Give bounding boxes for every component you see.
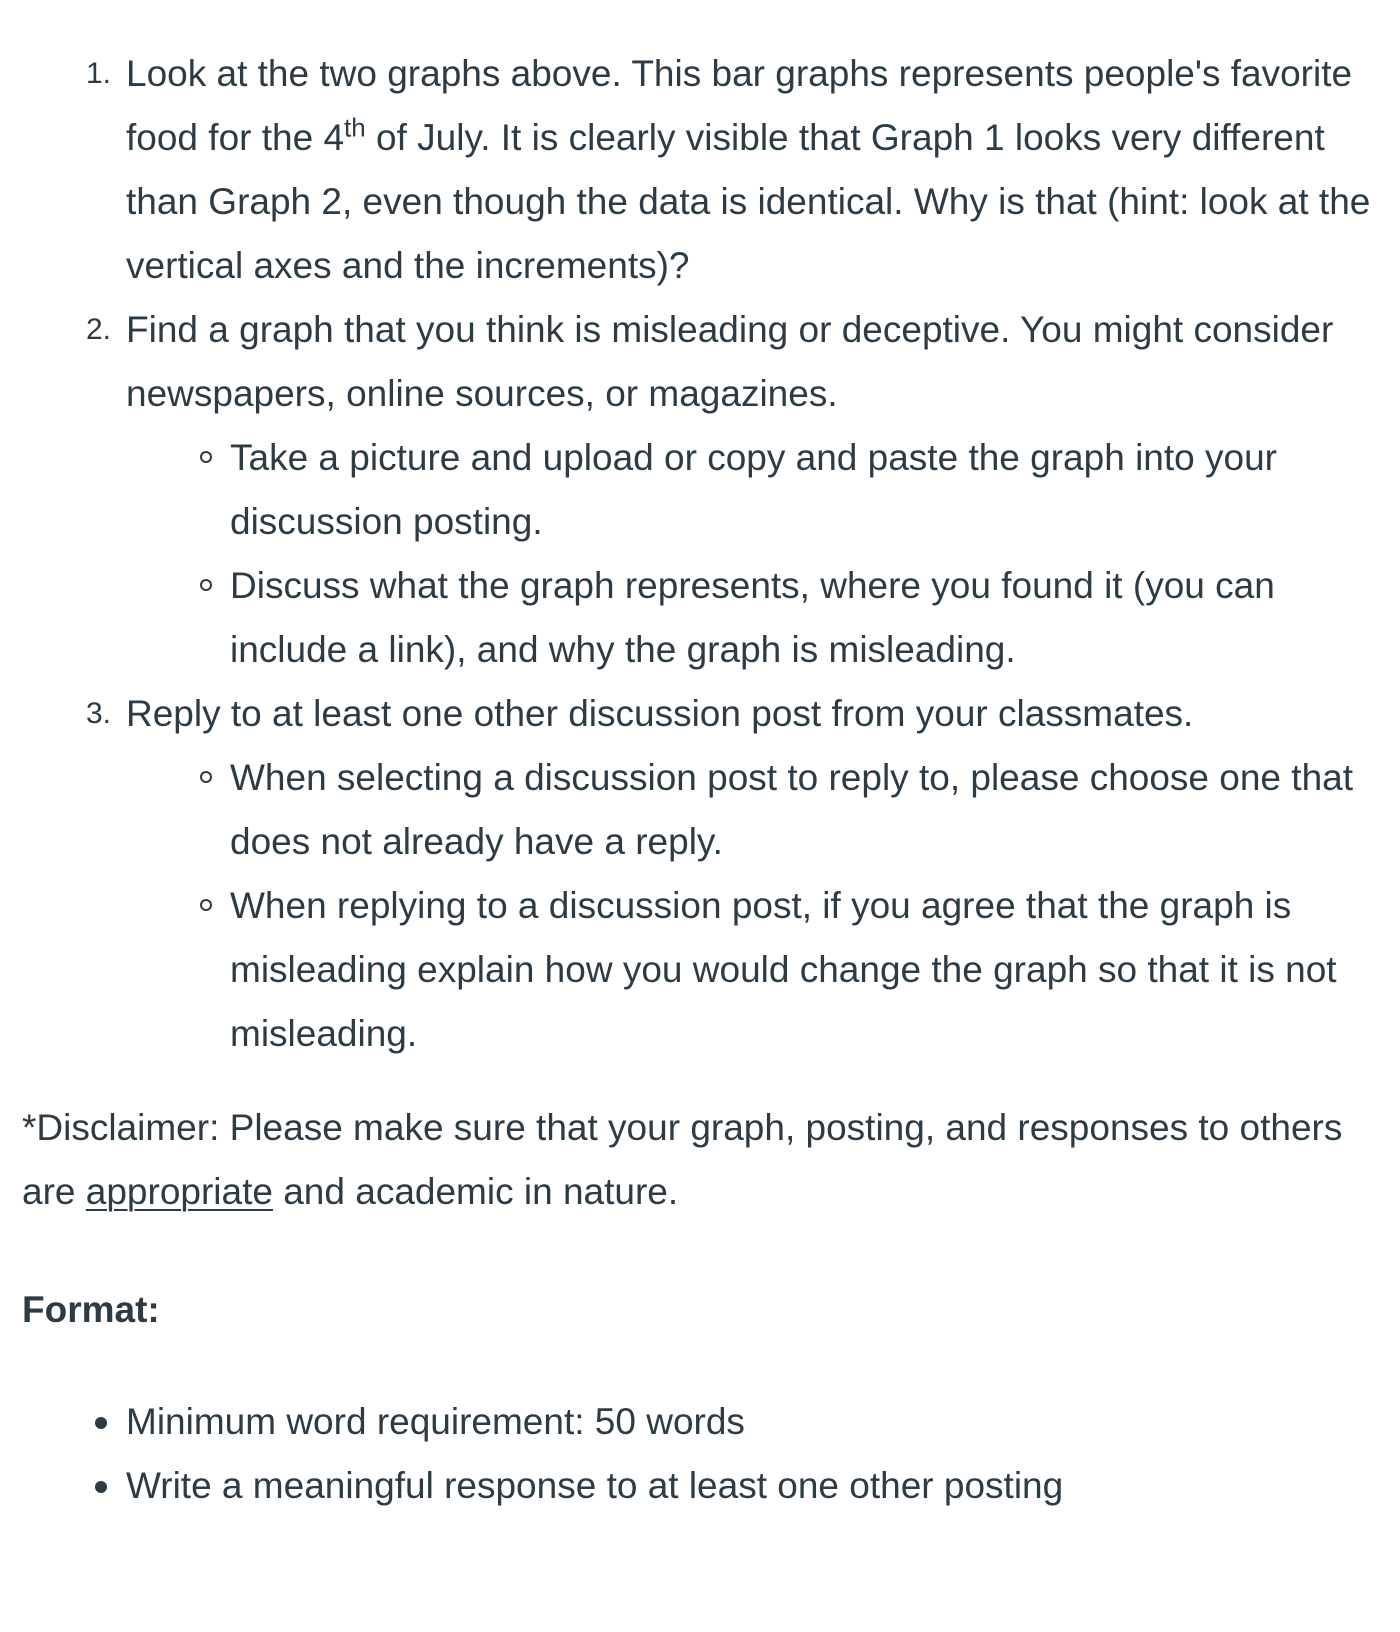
sub-list-item	[230, 746, 1392, 874]
format-list	[22, 1390, 1392, 1518]
sub-list-item	[230, 874, 1392, 1066]
disclaimer-text: *Disclaimer: Please make sure that your graph, posting, and responses to others are	[22, 1107, 1343, 1212]
question-text-continued: of July. It is clearly visible that Graph 1 looks very different than Graph 2, even though the data is identical. Why is that (hint: look at the vertical axes and the increments)?	[126, 117, 1371, 286]
format-item-text: Minimum word requirement: 50 words	[126, 1401, 745, 1442]
question-item-1	[86, 42, 1392, 298]
disclaimer-text-end: and academic in nature.	[272, 1171, 679, 1212]
format-heading: Format:	[22, 1289, 160, 1330]
sub-item-text: When replying to a discussion post, if you agree that the graph is misleading explain how you would change the graph so that it is not misleading.	[230, 885, 1337, 1054]
bullet-icon	[95, 1481, 107, 1493]
format-list-item	[126, 1390, 1392, 1454]
question-text: Reply to at least one other discussion post from your classmates.	[126, 693, 1194, 734]
circle-bullet-icon	[200, 771, 212, 783]
circle-bullet-icon	[200, 899, 212, 911]
bullet-icon	[95, 1417, 107, 1429]
question-list	[22, 42, 1392, 1066]
sub-list	[126, 746, 1392, 1066]
sub-item-text: Take a picture and upload or copy and paste the graph into your discussion posting.	[230, 437, 1277, 542]
list-number: 2.	[86, 313, 112, 346]
sub-item-text: When selecting a discussion post to reply to, please choose one that does not already have a reply.	[230, 757, 1354, 862]
question-text: Find a graph that you think is misleading or deceptive. You might consider newspapers, online sources, or magazines.	[126, 309, 1334, 414]
disclaimer-paragraph	[22, 1096, 1392, 1224]
discussion-instructions	[22, 42, 1392, 1518]
sub-list-item	[230, 426, 1392, 554]
circle-bullet-icon	[200, 451, 212, 463]
format-item-text: Write a meaningful response to at least one other posting	[126, 1465, 1064, 1506]
sub-item-text: Discuss what the graph represents, where you found it (you can include a link), and why the graph is misleading.	[230, 565, 1275, 670]
sub-list-item	[230, 554, 1392, 682]
appropriate-link[interactable]: appropriate	[85, 1171, 273, 1212]
question-item-3	[86, 682, 1392, 1066]
ordinal-suffix: th	[344, 112, 366, 143]
list-number: 3.	[86, 697, 112, 730]
list-number: 1.	[86, 57, 112, 90]
question-text: Look at the two graphs above. This bar graphs represents people's favorite food for the 4	[126, 53, 1353, 158]
circle-bullet-icon	[200, 579, 212, 591]
sub-list	[126, 426, 1392, 682]
format-list-item	[126, 1454, 1392, 1518]
question-item-2	[86, 298, 1392, 682]
